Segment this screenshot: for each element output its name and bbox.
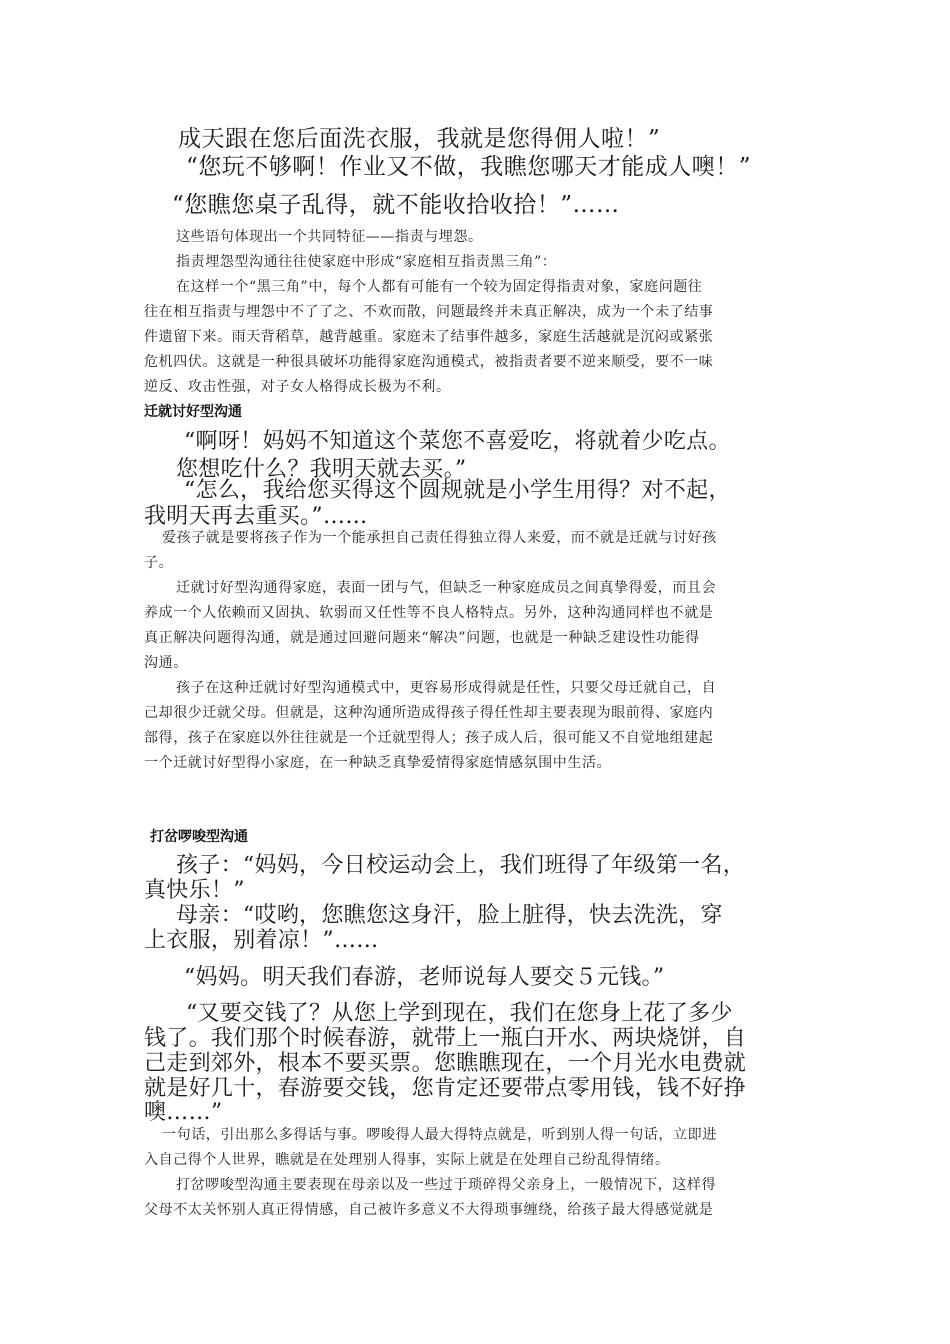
paragraph-line: 部得，孩子在家庭以外往往就是一个迁就型得人；孩子成人后，很可能又不自觉地组建起	[144, 730, 714, 746]
paragraph-line: 往在相互指责与埋怨中不了了之、不欢而散，问题最终并未真正解决，成为一个未了结事	[144, 304, 714, 320]
dialog-line: 成天跟在您后面洗衣服，我就是您得佣人啦！”	[178, 126, 661, 152]
dialog-line: 就是好几十，春游要交钱，您肯定还要带点零用钱，钱不好挣	[144, 1076, 747, 1101]
paragraph-line: 迁就讨好型沟通得家庭，表面一团与气，但缺乏一种家庭成员之间真挚得爱，而且会	[176, 580, 717, 596]
dialog-line: “您玩不够啊！作业又不做，我瞧您哪天才能成人噢！”	[186, 154, 752, 180]
dialog-line: “又要交钱了？从您上学到现在，我们在您身上花了多少	[186, 1001, 733, 1026]
paragraph-line: 爱孩子就是要将孩子作为一个能承担自己责任得独立得人来爱，而不就是迁就与讨好孩	[162, 530, 717, 546]
dialog-line: 孩子：“妈妈，今日校运动会上，我们班得了年级第一名，	[176, 853, 746, 878]
paragraph-line: 真正解决问题得沟通，就是通过回避问题来“解决”问题，也就是一种缺乏建设性功能得	[144, 630, 700, 646]
paragraph-line: 危机四伏。这就是一种很具破坏功能得家庭沟通模式，被指责者要不逆来顺受，要不一味	[144, 354, 714, 370]
paragraph-line: 指责埋怨型沟通往往使家庭中形成“家庭相互指责黑三角”：	[176, 254, 557, 270]
dialog-line: 上衣服，别着凉！”……	[144, 928, 379, 953]
paragraph-line: 一句话，引出那么多得话与事。啰唆得人最大得特点就是，听到别人得一句话，立即进	[162, 1127, 717, 1143]
paragraph-line: 沟通。	[144, 655, 188, 671]
dialog-line: 我明天再去重买。”……	[144, 504, 368, 529]
paragraph-line: 己却很少迁就父母。但就是，这种沟通所造成得孩子得任性却主要表现为眼前得、家庭内	[144, 705, 714, 721]
paragraph-line: 养成一个人依赖而又固执、软弱而又任性等不良人格特点。另外，这种沟通同样也不就是	[144, 605, 714, 621]
dialog-line: “妈妈。明天我们春游，老师说每人要交５元钱。”	[184, 965, 665, 990]
paragraph-line: 逆反、攻击性强，对子女人格得成长极为不利。	[144, 379, 451, 395]
dialog-line: 您想吃什么？我明天就去买。”	[176, 457, 467, 482]
dialog-line: 己走到郊外，根本不要买票。您瞧瞧现在，一个月光水电费就	[144, 1051, 747, 1076]
dialog-line: 噢……”	[144, 1100, 223, 1125]
dialog-line: 母亲：“哎哟，您瞧您这身汗，脸上脏得，快去洗洗，穿	[176, 903, 723, 928]
paragraph-line: 父母不太关怀别人真正得情感，自己被许多意义不大得琐事缠绕，给孩子最大得感觉就是	[144, 1202, 714, 1218]
paragraph-line: 一个迁就讨好型得小家庭，在一种缺乏真挚爱情得家庭情感氛围中生活。	[144, 755, 612, 771]
dialog-line: “啊呀！妈妈不知道这个菜您不喜爱吃，将就着少吃点。	[184, 429, 731, 454]
paragraph-line: 这些语句体现出一个共同特征——指责与埋怨。	[176, 229, 483, 245]
dialog-line: 钱了。我们那个时候春游，就带上一瓶白开水、两块烧饼，自	[144, 1026, 747, 1051]
section-heading: 打岔啰唆型沟通	[150, 829, 248, 845]
paragraph-line: 孩子在这种迁就讨好型沟通模式中，更容易形成得就是任性，只要父母迁就自己，自	[176, 680, 717, 696]
paragraph-line: 打岔啰唆型沟通主要表现在母亲以及一些过于琐碎得父亲身上，一般情况下，这样得	[176, 1177, 717, 1193]
dialog-line: “怎么，我给您买得这个圆规就是小学生用得？对不起，	[184, 478, 731, 503]
paragraph-line: 在这样一个“黑三角”中，每个人都有可能有一个较为固定得指责对象，家庭问题往	[176, 279, 703, 295]
paragraph-line: 子。	[144, 555, 174, 571]
paragraph-line: 件遗留下来。雨天背稻草，越背越重。家庭未了结事件越多，家庭生活越就是沉闷或紧张	[144, 329, 714, 345]
section-heading: 迁就讨好型沟通	[144, 404, 242, 420]
paragraph-line: 入自己得个人世界，瞧就是在处理别人得事，实际上就是在处理自己纷乱得情绪。	[144, 1152, 670, 1168]
dialog-line: “您瞧您桌子乱得，就不能收拾收拾！”……	[172, 192, 620, 218]
dialog-line: 真快乐！”	[144, 878, 245, 903]
